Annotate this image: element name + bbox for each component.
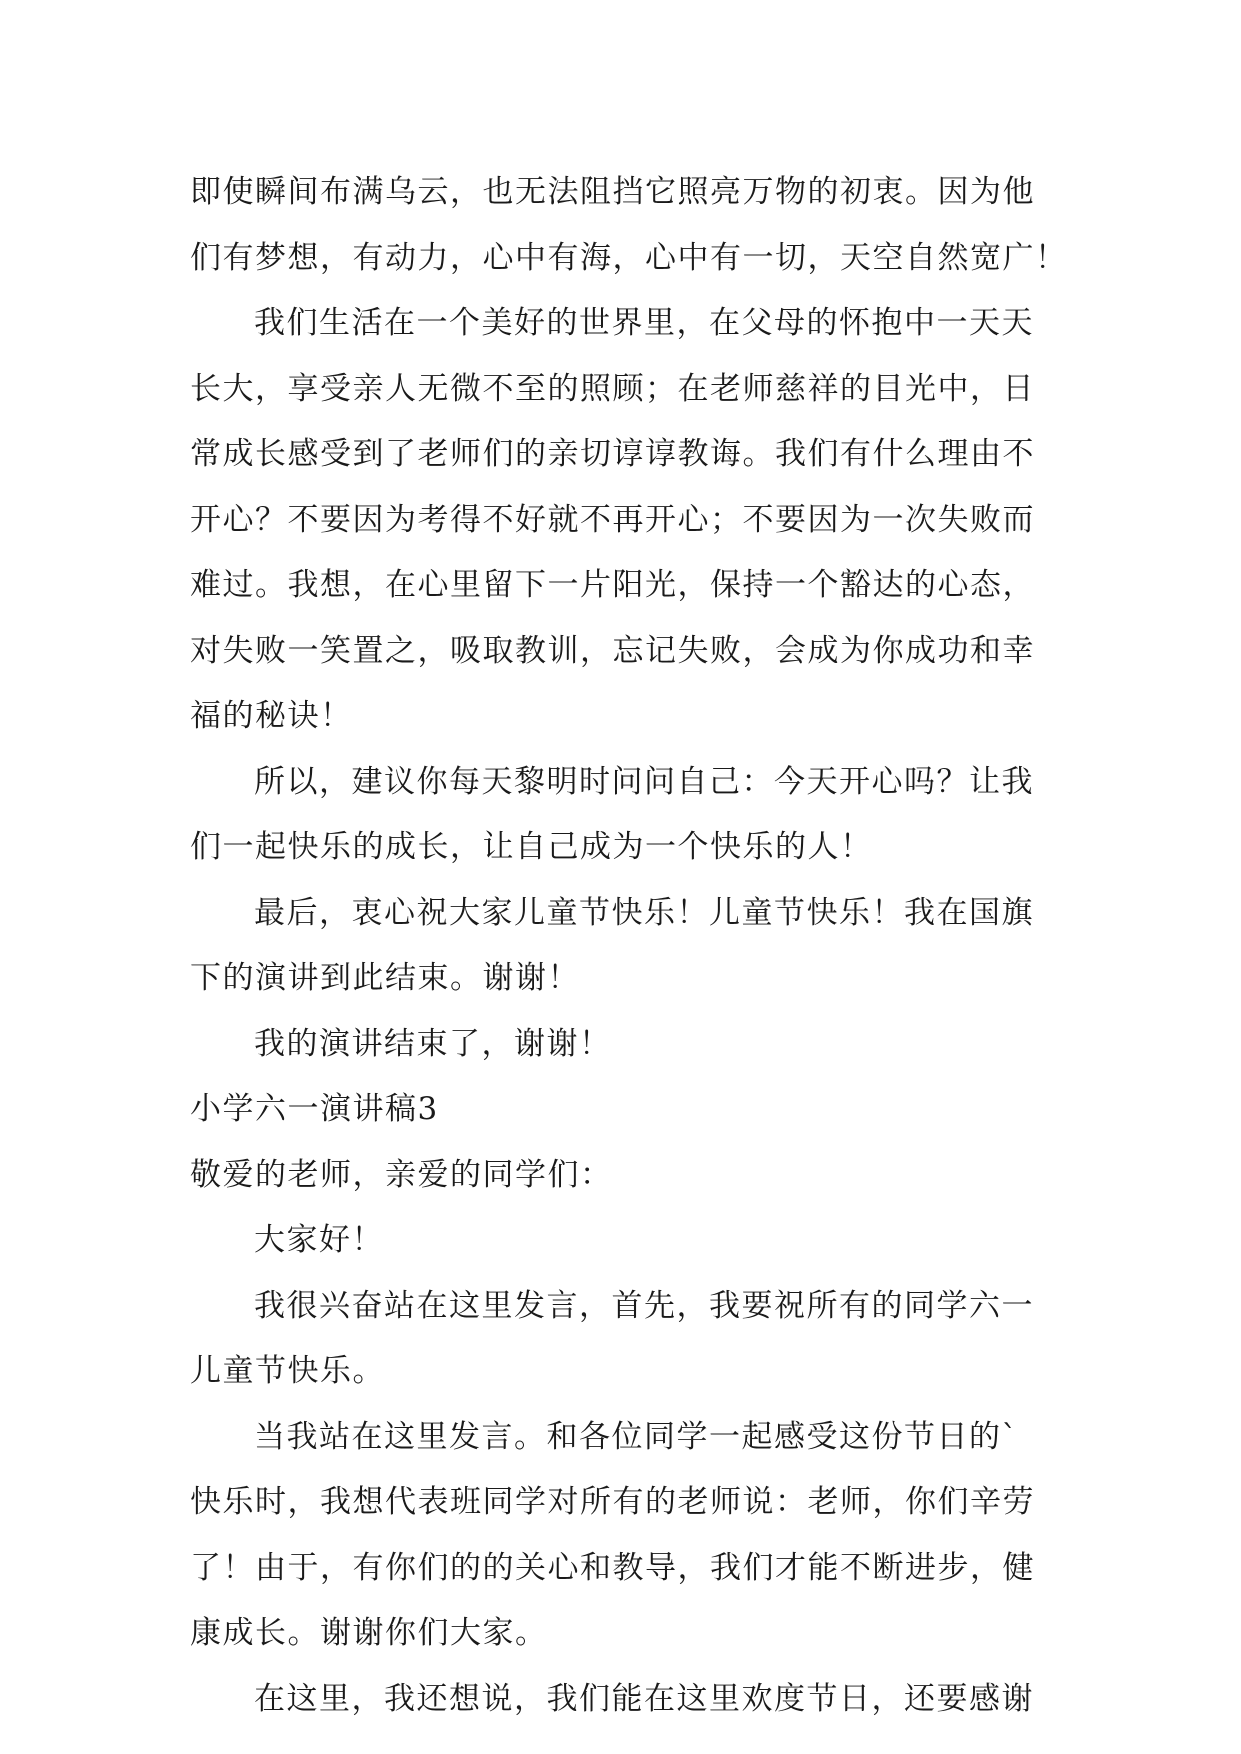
text-line: 最后，衷心祝大家儿童节快乐！儿童节快乐！我在国旗 xyxy=(254,894,1034,931)
text-line: 福的秘诀！ xyxy=(190,698,353,734)
text-line: 长大，享受亲人无微不至的照顾；在老师慈祥的目光中，日 xyxy=(190,370,1035,407)
text-line: 我的演讲结束了，谢谢！ xyxy=(254,1025,612,1062)
document-body xyxy=(190,160,1070,1732)
text-line: 常成长感受到了老师们的亲切谆谆教诲。我们有什么理由不 xyxy=(190,436,1035,472)
text-line: 了！由于，有你们的的关心和教导，我们才能不断进步，健 xyxy=(190,1549,1035,1586)
text-line: 下的演讲到此结束。谢谢！ xyxy=(190,960,580,996)
text-line: 儿童节快乐。 xyxy=(190,1353,385,1389)
text-line: 即使瞬间布满乌云，也无法阻挡它照亮万物的初衷。因为他 xyxy=(190,174,1035,210)
text-line: 我们生活在一个美好的世界里，在父母的怀抱中一天天 xyxy=(254,305,1034,341)
text-line: 康成长。谢谢你们大家。 xyxy=(190,1615,548,1651)
section-title: 小学六一演讲稿3 xyxy=(190,1091,439,1127)
text-line: 所以，建议你每天黎明时问问自己：今天开心吗？让我 xyxy=(254,763,1034,800)
text-line: 对失败一笑置之，吸取教训，忘记失败，会成为你成功和幸 xyxy=(190,632,1035,669)
text-line: 我很兴奋站在这里发言，首先，我要祝所有的同学六一 xyxy=(254,1287,1034,1324)
salutation: 敬爱的老师，亲爱的同学们： xyxy=(190,1156,613,1193)
text-line: 难过。我想，在心里留下一片阳光，保持一个豁达的心态， xyxy=(190,567,1035,603)
text-line: 在这里，我还想说，我们能在这里欢度节日，还要感谢 xyxy=(254,1680,1034,1717)
greeting: 大家好！ xyxy=(254,1222,384,1258)
text-line: 开心？不要因为考得不好就不再开心；不要因为一次失败而 xyxy=(190,501,1035,538)
text-line: 当我站在这里发言。和各位同学一起感受这份节日的` xyxy=(254,1418,1019,1455)
text-line: 快乐时，我想代表班同学对所有的老师说：老师，你们辛劳 xyxy=(190,1484,1035,1520)
text-line: 们一起快乐的成长，让自己成为一个快乐的人！ xyxy=(190,829,873,865)
text-line: 们有梦想，有动力，心中有海，心中有一切，天空自然宽广！ xyxy=(190,239,1068,276)
